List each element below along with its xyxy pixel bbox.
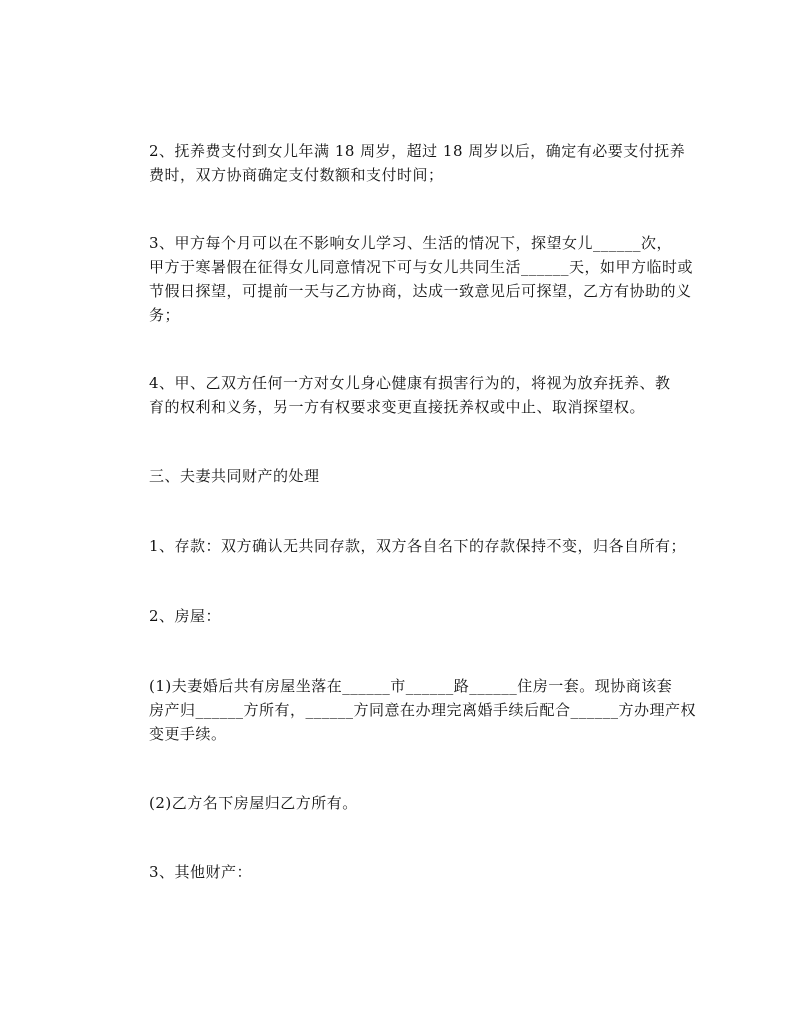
paragraph-line: (1)夫妻婚后共有房屋坐落在______市______路______住房一套。现协商该套 — [149, 677, 673, 695]
paragraph-other-property — [117, 860, 682, 884]
paragraph-line: 节假日探望，可提前一天与乙方协商，达成一致意见后可探望，乙方有协助的义 — [149, 282, 692, 300]
paragraph-line: 房产归______方所有，______方同意在办理完离婚手续后配合______方办理产权 — [149, 701, 697, 719]
paragraph-housing-heading — [117, 604, 682, 628]
paragraph-line: 3、其他财产： — [149, 863, 253, 881]
paragraph-visitation — [117, 231, 694, 327]
paragraph-line: 育的权利和义务，另一方有权要求变更直接抚养权或中止、取消探望权。 — [149, 398, 646, 416]
paragraph-line: 2、抚养费支付到女儿年满 18 周岁，超过 18 周岁以后，确定有必要支付抚养 — [149, 142, 686, 160]
paragraph-shared-house — [117, 674, 697, 746]
paragraph-harm-clause — [117, 371, 682, 419]
paragraph-line: 费时，双方协商确定支付数额和支付时间； — [149, 166, 444, 184]
heading-line: 三、夫妻共同财产的处理 — [149, 467, 320, 485]
paragraph-child-support-duration — [117, 139, 686, 187]
paragraph-deposits — [117, 534, 687, 558]
paragraph-line: 4、甲、乙双方任何一方对女儿身心健康有损害行为的，将视为放弃抚养、教 — [149, 374, 671, 392]
paragraph-party-b-house — [117, 791, 682, 815]
paragraph-line: 变更手续。 — [149, 725, 227, 743]
paragraph-line: 1、存款：双方确认无共同存款，双方各自名下的存款保持不变，归各自所有； — [149, 537, 687, 555]
section-heading-common-property — [117, 464, 682, 488]
paragraph-line: (2)乙方名下房屋归乙方所有。 — [149, 794, 358, 812]
paragraph-line: 甲方于寒暑假在征得女儿同意情况下可与女儿共同生活______天，如甲方临时或 — [149, 258, 694, 276]
paragraph-line: 3、甲方每个月可以在不影响女儿学习、生活的情况下，探望女儿______次， — [149, 234, 673, 252]
paragraph-line: 务； — [149, 306, 181, 324]
paragraph-line: 2、房屋： — [149, 607, 222, 625]
